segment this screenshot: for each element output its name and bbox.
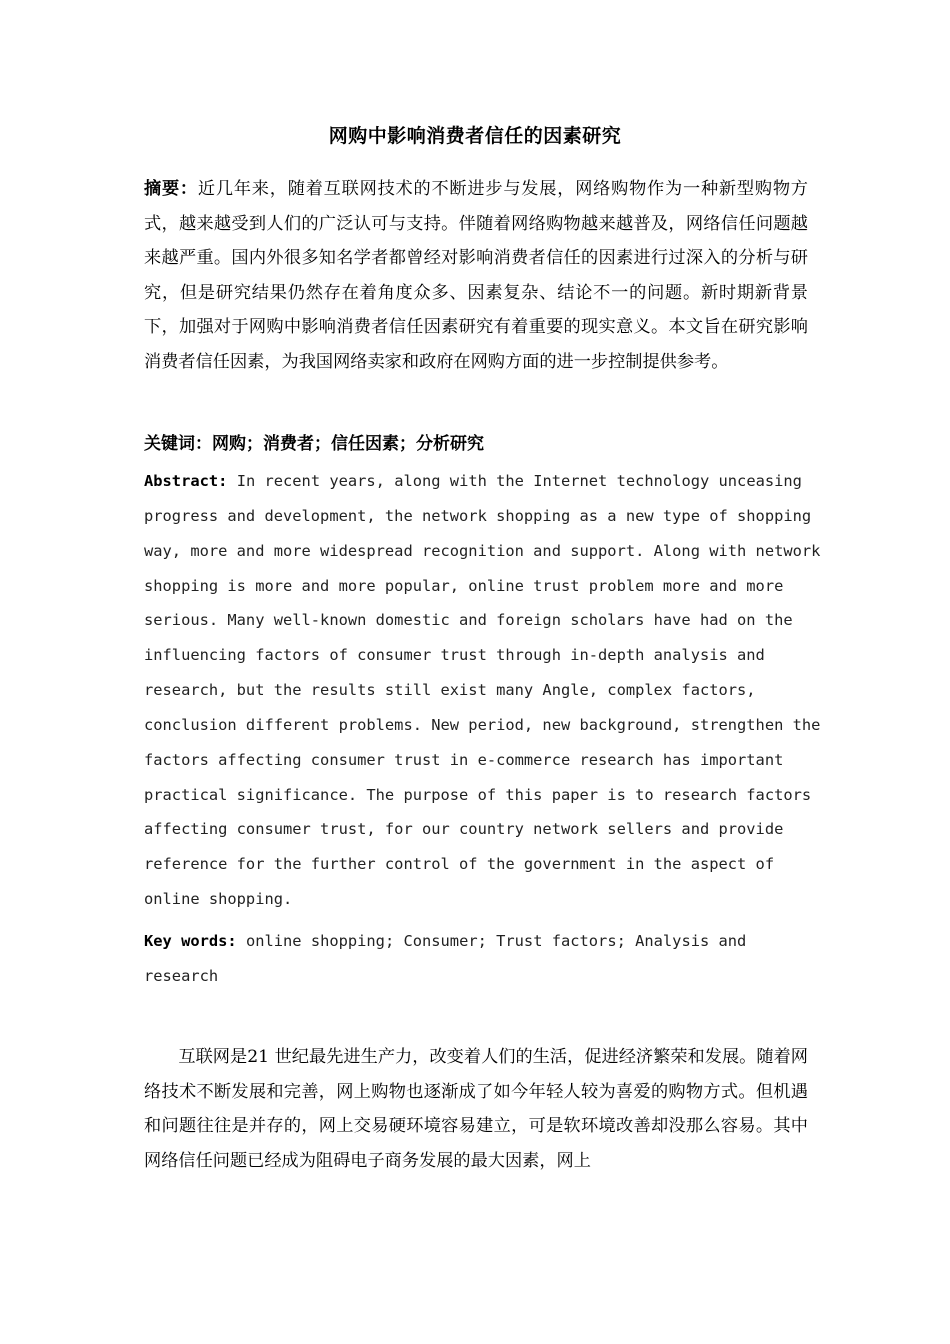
keywords-cn-label: 关键词： (144, 434, 212, 454)
keywords-en-label: Key words: (144, 932, 237, 950)
abstract-en-label: Abstract: (144, 472, 228, 490)
abstract-en-text: In recent years, along with the Internet technology unceasing progress and development, the network shopping as a new type of shopping way, more and more widespread recognition and support. Along with network shopping is more and more popular, online trust problem more and more serious. Many well-known domestic and foreign scholars have had on the influencing factors of consumer trust through in-depth analysis and research, but the results still exist many Angle, complex factors, conclusion different problems. New period, new background, strengthen the factors affecting consumer trust in e-commerce research has important practical significance. The purpose of this paper is to research factors affecting consumer trust, for our country network sellers and provide reference for the further control of the government in the aspect of online shopping. (144, 472, 821, 909)
page-title: 网购中影响消费者信任的因素研究 (328, 125, 622, 147)
keywords-cn (144, 429, 808, 459)
abstract-en (144, 464, 824, 917)
keywords-en-text: online shopping; Consumer; Trust factors; Analysis and research (144, 932, 747, 985)
keywords-en (144, 924, 824, 994)
abstract-cn-label: 摘要： (144, 179, 198, 199)
abstract-cn (144, 172, 808, 380)
keywords-cn-text: 网购；消费者；信任因素；分析研究 (212, 434, 484, 454)
abstract-cn-text: 近几年来，随着互联网技术的不断进步与发展，网络购物作为一种新型购物方式，越来越受到人们的广泛认可与支持。伴随着网络购物越来越普及，网络信任问题越来越严重。国内外很多知名学者都曾经对影响消费者信任的因素进行过深入的分析与研究，但是研究结果仍然存在着角度众多、因素复杂、结论不一的问题。新时期新背景下，加强对于网购中影响消费者信任因素研究有着重要的现实意义。本文旨在研究影响消费者信任因素，为我国网络卖家和政府在网购方面的进一步控制提供参考。 (144, 179, 808, 372)
body-paragraph: 互联网是21 世纪最先进生产力，改变着人们的生活，促进经济繁荣和发展。随着网络技术不断发展和完善，网上购物也逐渐成了如今年轻人较为喜爱的购物方式。但机遇和问题往往是并存的，网上交易硬环境容易建立，可是软环境改善却没那么容易。其中网络信任问题已经成为阻碍电子商务发展的最大因素，网上 (144, 1047, 808, 1171)
